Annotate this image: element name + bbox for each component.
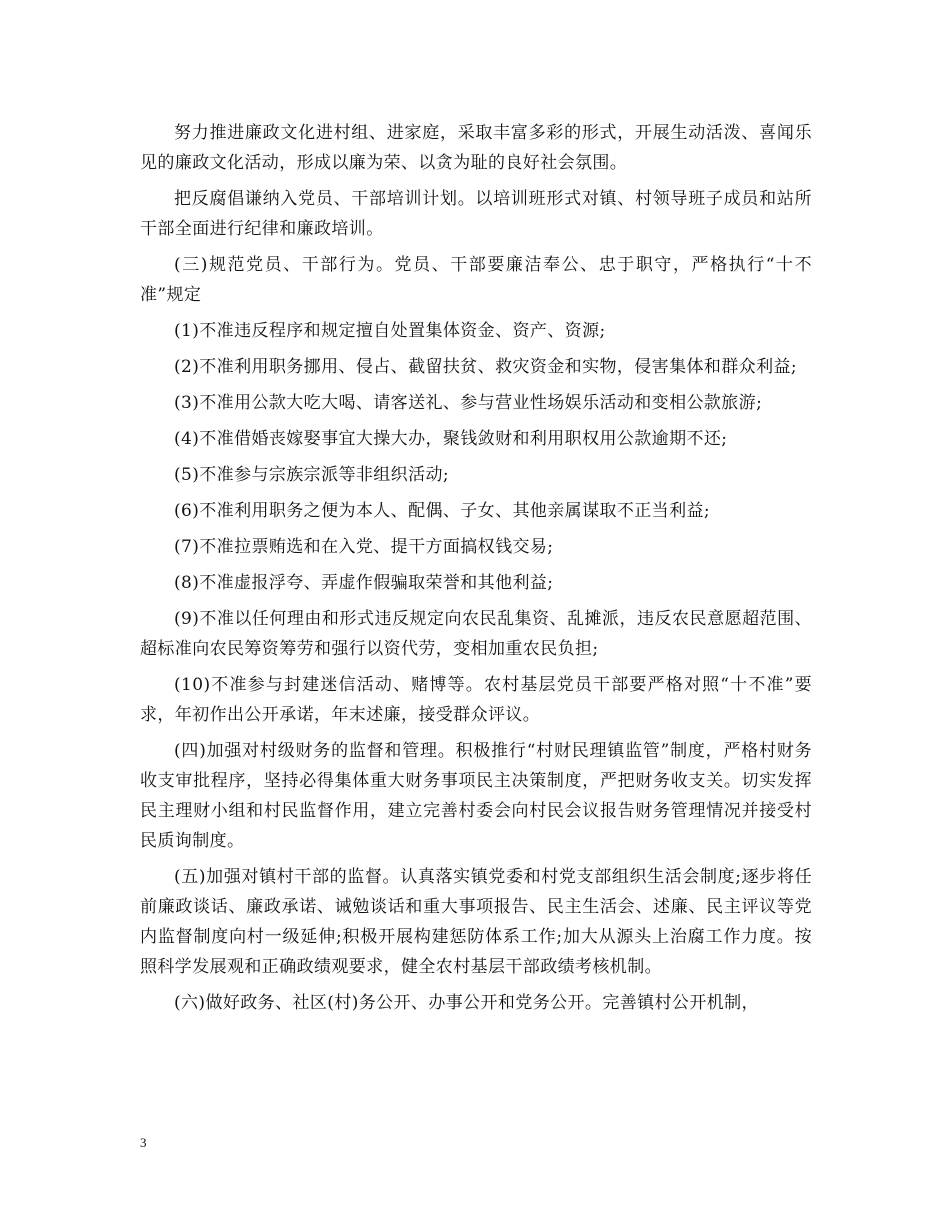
paragraph: (六)做好政务、社区(村)务公开、办事公开和党务公开。完善镇村公开机制，: [174, 993, 759, 1013]
paragraph: (三)规范党员、干部行为。党员、干部要廉洁奉公、忠于职守，严格执行“十不准”规定: [140, 255, 812, 305]
list-item: (3)不准用公款大吃大喝、请客送礼、参与营业性场娱乐活动和变相公款旅游;: [174, 393, 763, 413]
list-item: (7)不准拉票贿选和在入党、提干方面搞权钱交易;: [174, 537, 554, 557]
list-item: (10)不准参与封建迷信活动、赌博等。农村基层党员干部要严格对照“十不准”要求，年初作出公开承诺，年末述廉，接受群众评议。: [140, 675, 812, 725]
list-item: (5)不准参与宗族宗派等非组织活动;: [174, 465, 450, 485]
paragraph: 努力推进廉政文化进村组、进家庭，采取丰富多彩的形式，开展生动活泼、喜闻乐见的廉政文化活动，形成以廉为荣、以贪为耻的良好社会氛围。: [140, 123, 812, 173]
list-item: (4)不准借婚丧嫁娶事宜大操大办，聚钱敛财和利用职权用公款逾期不还;: [174, 429, 728, 449]
list-item: (6)不准利用职务之便为本人、配偶、子女、其他亲属谋取不正当利益;: [174, 501, 711, 521]
paragraph: 把反腐倡谦纳入党员、干部培训计划。以培训班形式对镇、村领导班子成员和站所干部全面进行纪律和廉政培训。: [140, 189, 812, 239]
body-text: [140, 118, 812, 1024]
paragraph: (四)加强对村级财务的监督和管理。积极推行“村财民理镇监管”制度，严格村财务收支审批程序，坚持必得集体重大财务事项民主决策制度，严把财务收支关。切实发挥民主理财小组和村民监督作用，建立完善村委会向村民会议报告财务管理情况并接受村民质询制度。: [140, 741, 812, 851]
list-item: (9)不准以任何理由和形式违反规定向农民乱集资、乱摊派，违反农民意愿超范围、超标准向农民筹资筹劳和强行以资代劳，变相加重农民负担;: [140, 609, 812, 659]
list-item: (8)不准虚报浮夸、弄虚作假骗取荣誉和其他利益;: [174, 573, 554, 593]
list-item: (2)不准利用职务挪用、侵占、截留扶贫、救灾资金和实物，侵害集体和群众利益;: [174, 357, 798, 377]
paragraph: (五)加强对镇村干部的监督。认真落实镇党委和村党支部组织生活会制度;逐步将任前廉政谈话、廉政承诺、诫勉谈话和重大事项报告、民主生活会、述廉、民主评议等党内监督制度向村一级延伸;积极开展构建惩防体系工作;加大从源头上治腐工作力度。按照科学发展观和正确政绩观要求，健全农村基层干部政绩考核机制。: [140, 867, 812, 977]
page-number: 3: [140, 1135, 147, 1150]
list-item: (1)不准违反程序和规定擅自处置集体资金、资产、资源;: [174, 321, 606, 341]
